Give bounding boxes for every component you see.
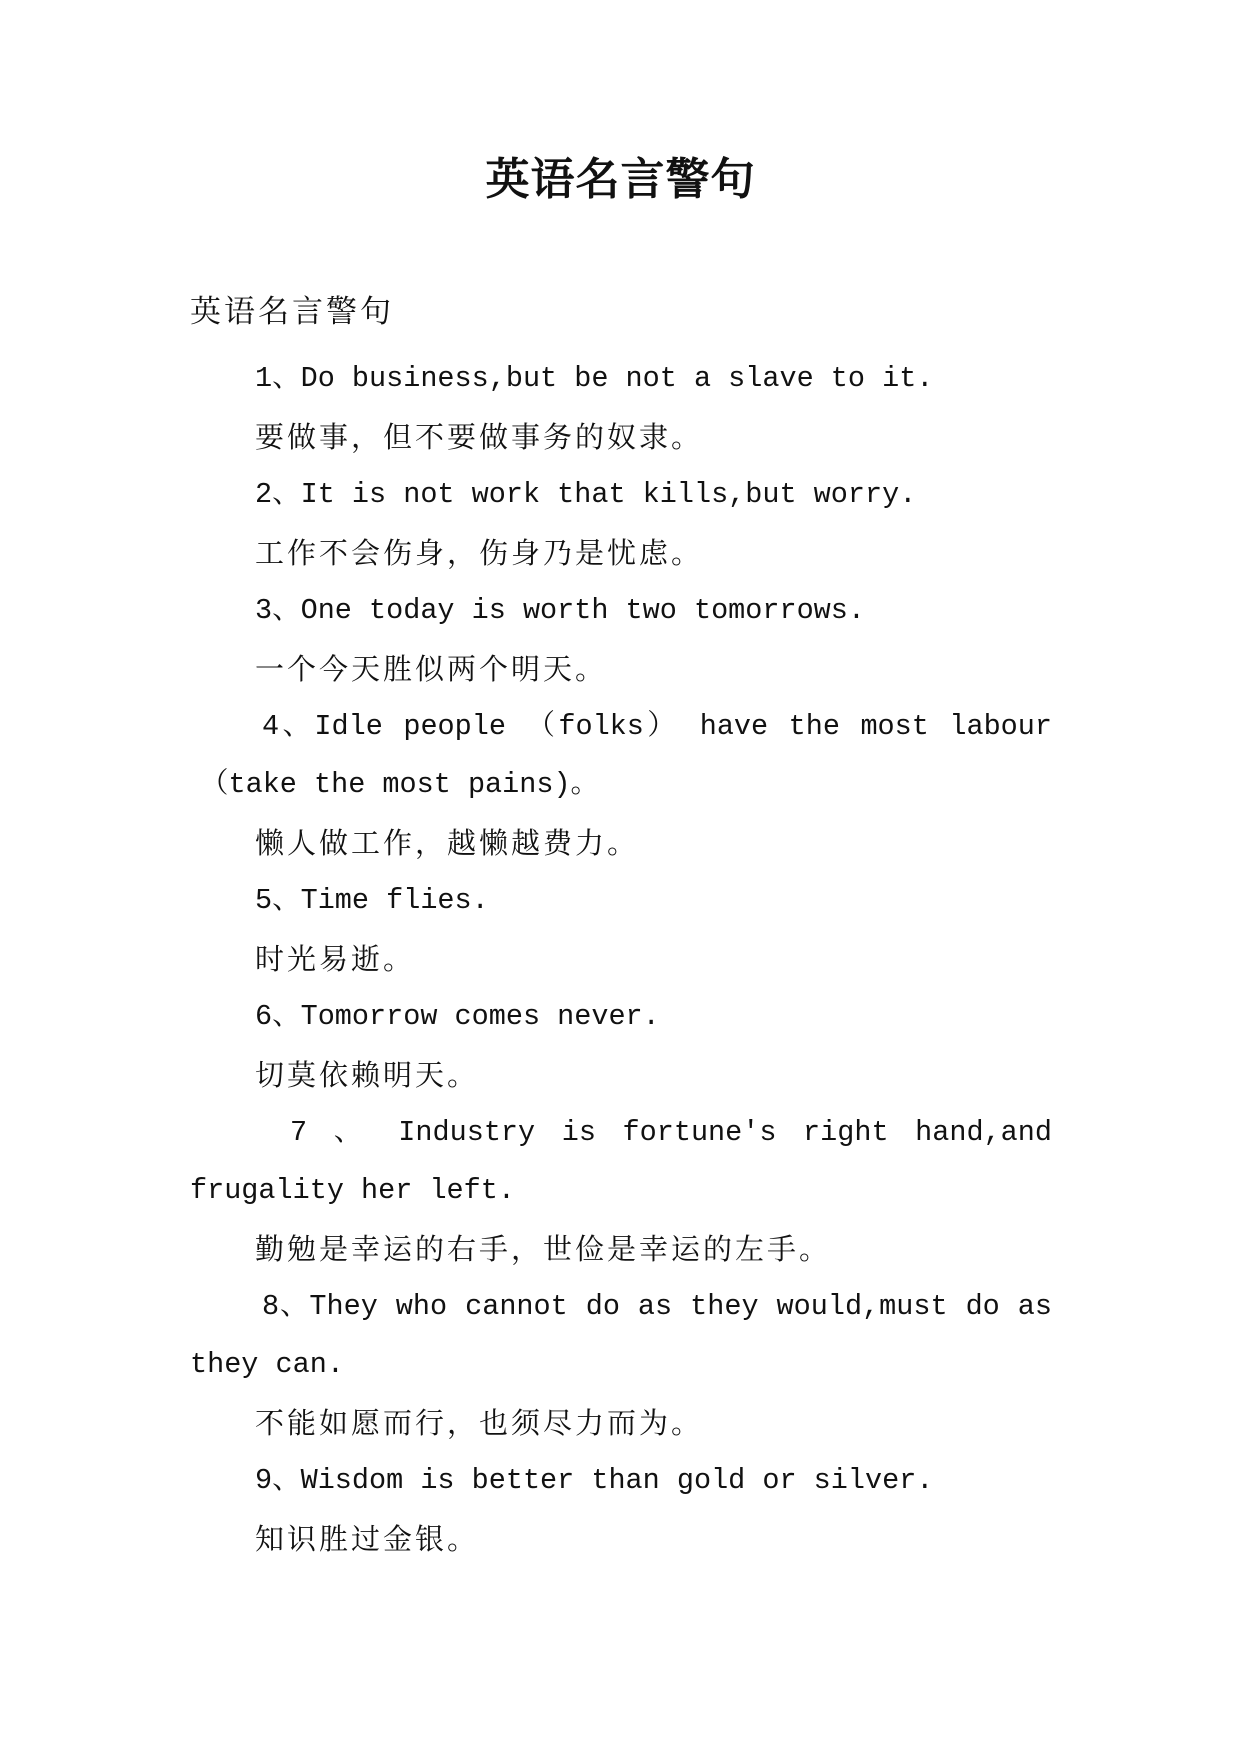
quote-9-chinese: 知识胜过金银。	[255, 1522, 480, 1556]
quote-8-english-line-2: they can.	[190, 1348, 344, 1381]
quote-2-chinese: 工作不会伤身，伤身乃是忧虑。	[255, 536, 704, 570]
quote-4-chinese: 懒人做工作，越懒越费力。	[255, 826, 640, 860]
quote-3-chinese: 一个今天胜似两个明天。	[255, 652, 608, 686]
quote-1-chinese: 要做事，但不要做事务的奴隶。	[255, 420, 704, 454]
document-subtitle: 英语名言警句	[190, 294, 394, 330]
document-title: 英语名言警句	[485, 154, 756, 205]
quote-5-english: 5、Time flies.	[255, 884, 489, 917]
quote-6-chinese: 切莫依赖明天。	[255, 1058, 480, 1092]
quote-1-english: 1、Do business,but be not a slave to it.	[255, 362, 934, 395]
quote-7-english-line-2: frugality her left.	[190, 1174, 515, 1207]
quote-4-english-line-1: 4、Idle people （folks） have the most labour	[262, 710, 1052, 743]
quote-5-chinese: 时光易逝。	[255, 942, 416, 976]
quote-8-english-line-1: 8、They who cannot do as they would,must do as	[262, 1290, 1052, 1323]
quote-9-english: 9、Wisdom is better than gold or silver.	[255, 1464, 934, 1497]
quote-6-english: 6、Tomorrow comes never.	[255, 1000, 660, 1033]
quote-8-chinese: 不能如愿而行，也须尽力而为。	[255, 1406, 704, 1440]
quote-7-english-line-1: 7 、 Industry is fortune's right hand,and	[290, 1116, 1052, 1149]
quote-2-english: 2、It is not work that kills,but worry.	[255, 478, 917, 511]
quote-7-chinese: 勤勉是幸运的右手，世俭是幸运的左手。	[255, 1232, 832, 1266]
quote-3-english: 3、One today is worth two tomorrows.	[255, 594, 865, 627]
quote-list	[190, 350, 1052, 1568]
quote-4-english-line-2: （take the most pains)。	[200, 768, 600, 801]
